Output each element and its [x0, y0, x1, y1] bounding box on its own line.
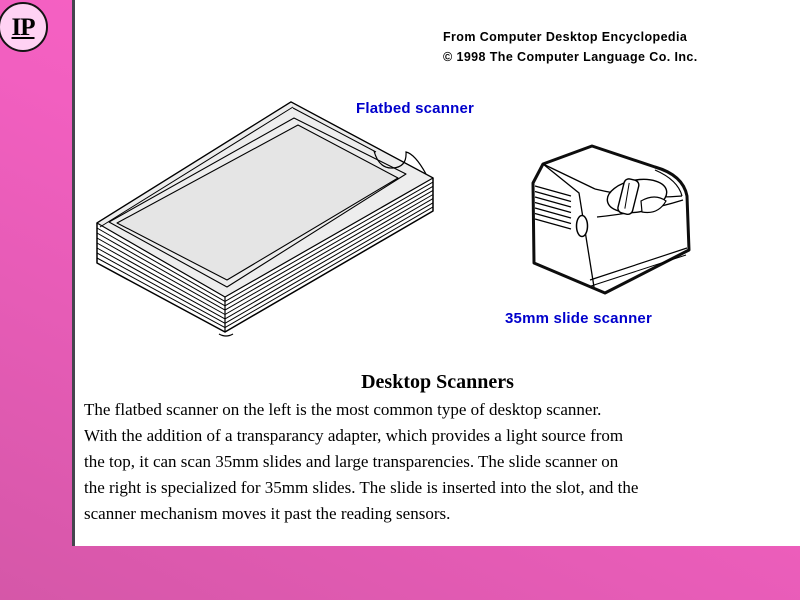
attribution-copyright: © 1998 The Computer Language Co. Inc. [443, 50, 698, 64]
ip-logo-text: IP [11, 13, 35, 41]
attribution [443, 27, 698, 67]
ip-logo-badge [0, 2, 48, 52]
article-body [84, 397, 798, 527]
slide-scanner-illustration [515, 138, 695, 300]
article-line: The flatbed scanner on the left is the most common type of desktop scanner. [84, 400, 602, 419]
slide-scanner-label: 35mm slide scanner [505, 310, 653, 327]
article-line: scanner mechanism moves it past the reading sensors. [84, 504, 451, 523]
article-line: the right is specialized for 35mm slides. The slide is inserted into the slot, and the [84, 478, 639, 497]
flatbed-scanner-label: Flatbed scanner [356, 100, 475, 117]
flatbed-scanner-illustration [88, 98, 438, 338]
article-title: Desktop Scanners [361, 371, 514, 393]
content-panel [72, 0, 800, 546]
article-line: With the addition of a transparancy adapter, which provides a light source from [84, 426, 624, 445]
attribution-source: From Computer Desktop Encyclopedia [443, 30, 688, 44]
article-line: the top, it can scan 35mm slides and large transparencies. The slide scanner on [84, 452, 619, 471]
